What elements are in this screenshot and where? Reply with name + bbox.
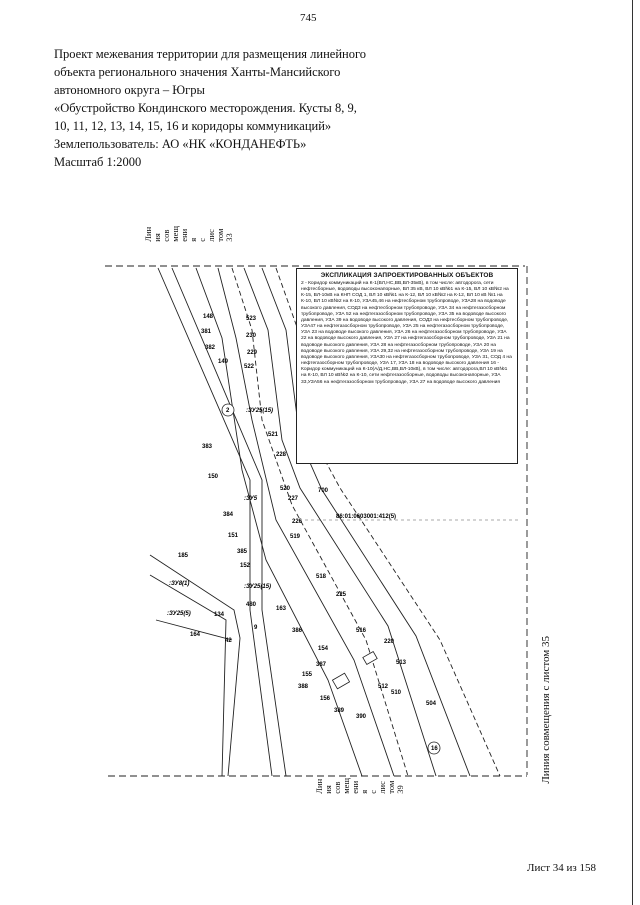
- boundary-point-label: 42: [225, 638, 232, 644]
- boundary-point-label: 390: [356, 714, 367, 720]
- boundary-point-label: 521: [268, 432, 279, 438]
- page-number: 745: [300, 12, 317, 24]
- boundary-point-label: 381: [201, 329, 212, 335]
- boundary-point-label: 386: [292, 628, 303, 634]
- boundary-point-label: 504: [426, 701, 437, 707]
- header-line: 10, 11, 12, 13, 14, 15, 16 и коридоры коммуникаций»: [54, 119, 332, 133]
- corridor-number: 2: [226, 408, 230, 414]
- boundary-point-label: 163: [276, 606, 287, 612]
- legend-body: 2 - Коридор коммуникаций на К-1(ВЛ,НС,ВВ,ВЛ-35кВ), в том числе: автодорога, сети нефтесборные, водоводы высоконапорные, ВЛ 35 кВ, ВЛ 10 кВ№1 на К-15, ВЛ 10 кВ№2 на К-15, ВЛ-10кВ на КНП СОД 1, ВЛ 10 кВ№1 на К-12, ВЛ 10 кВ№2 на К-12, ВЛ 10 кВ №1 на К-10, ВЛ 10 кВ№2 на К-10, УЗА45,46 на нефтесборном трубопроводе, УЗА28 на водоводе высокого давления, СОД3 на нефтесборном трубопроводе, УЗА 34 на нефтегазосборном трубопроводе, УЗА 52 на нефтегазосборном трубопроводе, УЗА 35 на водоводе высокого давления, УЗА 39 на водоводе высокого давления, СОД3 на нефтесборном трубопроводе, УЗА47 на нефтегазосборном трубопроводе, УЗА 25 на нефтегазосборном трубопроводе, УЗА 23 на водоводе высокого давления, УЗА 26 на нефтегазосборном трубопроводе, УЗА 22 на водоводе высокого давления, УЗА 27 на нефтегазосборном трубопроводе, УЗА 21 на водоводе высокого давления, УЗА 28 на нефтегазосборном трубопроводе, УЗА 20 на водоводе высокого давления, УЗА 29,32 на нефтегазосборном трубопроводе, УЗА 19 на водоводе высокого давления, УЗА30 на нефтегазосборном трубопроводе, УЗА 31, СОД 4 на нефтегазосборном трубопроводе, УЗА 17, УЗА 18 на водоводе высокого давления 16 - Коридор коммуникаций на К-10(А/Д,НС,ВВ,ВЛ-10кВ), в том числе: автодорога,ВЛ 10 кВ№1 на К-10, ВЛ 10 кВ№2 на К-10, сети нефтегазосборные, водоводы высоконапорные, УЗА 33,УЗА56 на нефтегазосборном трубопроводе, УЗА 27 на водоводе высокого давления: [301, 281, 512, 385]
- parcel-label: :ЗУ25(15): [246, 408, 274, 414]
- boundary-point-label: 149: [218, 359, 229, 365]
- sheet-number: Лист 34 из 158: [527, 862, 597, 874]
- boundary-point-label: 518: [316, 574, 327, 580]
- boundary-point-label: 229: [247, 350, 258, 356]
- boundary-point-label: 387: [316, 662, 327, 668]
- boundary-point-label: 150: [208, 474, 219, 480]
- parcel-label: :ЗУ5: [244, 496, 258, 502]
- boundary-point-label: 164: [190, 632, 201, 638]
- match-line-top-label: [144, 226, 234, 242]
- boundary-point-label: 148: [203, 314, 214, 320]
- boundary-point-label: 388: [298, 684, 309, 690]
- boundary-point-label: 520: [280, 486, 291, 492]
- boundary-point-label: 383: [202, 444, 213, 450]
- boundary-point-label: 519: [290, 534, 301, 540]
- match-line-bottom-text: Лин ия сов мещ ени я с лис том 39: [314, 778, 405, 794]
- boundary-point-label: 512: [378, 684, 389, 690]
- boundary-point-label: 155: [302, 672, 313, 678]
- boundary-point-label: 382: [205, 345, 216, 351]
- boundary-point-label: 134: [214, 612, 225, 618]
- boundary-point-label: 185: [178, 553, 189, 559]
- parcel-label: :ЗУ25(5): [167, 611, 191, 617]
- match-line-bottom-label: [315, 778, 405, 794]
- legend-box: [296, 268, 518, 464]
- header-line: объекта регионального значения Ханты-Мансийского: [54, 65, 341, 79]
- boundary-point-label: 522: [244, 364, 255, 370]
- corridor-number: 16: [431, 746, 438, 752]
- parcel-label: :ЗУ8(1): [169, 581, 190, 587]
- boundary-point-label: 225: [336, 592, 347, 598]
- boundary-point-label: 480: [246, 602, 257, 608]
- boundary-point-label: 152: [240, 563, 251, 569]
- boundary-point-label: 154: [318, 646, 329, 652]
- boundary-point-label: 523: [246, 316, 257, 322]
- boundary-point-label: 384: [223, 512, 234, 518]
- header-line: Землепользователь: АО «НК «КОНДАНЕФТЬ»: [54, 137, 307, 151]
- match-line-side-label: Линия совмещения с листом 35: [540, 636, 552, 784]
- boundary-point-label: 151: [228, 533, 239, 539]
- boundary-point-label: 513: [396, 660, 407, 666]
- boundary-point-label: 389: [334, 708, 345, 714]
- boundary-point-label: 156: [320, 696, 331, 702]
- cadastral-number: 86:01:0603001:412(5): [336, 514, 397, 520]
- boundary-point-label: 9: [254, 625, 258, 631]
- boundary-point-label: 385: [237, 549, 248, 555]
- header-line: «Обустройство Кондинского месторождения. Кусты 8, 9,: [54, 101, 357, 115]
- parcel-label: :ЗУ25(15): [244, 584, 272, 590]
- header-line: автономного округа – Югры: [54, 83, 205, 97]
- boundary-point-label: 516: [356, 628, 367, 634]
- header-line: Масштаб 1:2000: [54, 155, 142, 169]
- legend-title: ЭКСПЛИКАЦИЯ ЗАПРОЕКТИРОВАННЫХ ОБЪЕКТОВ: [320, 272, 494, 279]
- boundary-point-label: 700: [318, 488, 329, 494]
- boundary-point-label: 228: [276, 452, 287, 458]
- boundary-point-label: 226: [292, 519, 303, 525]
- boundary-point-label: 220: [384, 639, 395, 645]
- header-line: Проект межевания территории для размещения линейного: [54, 47, 367, 61]
- boundary-point-label: 510: [391, 690, 402, 696]
- match-line-top-text: Лин ия сов мещ ени я с лис том 33: [143, 226, 234, 242]
- boundary-point-label: 227: [288, 496, 299, 502]
- boundary-point-label: 230: [246, 333, 257, 339]
